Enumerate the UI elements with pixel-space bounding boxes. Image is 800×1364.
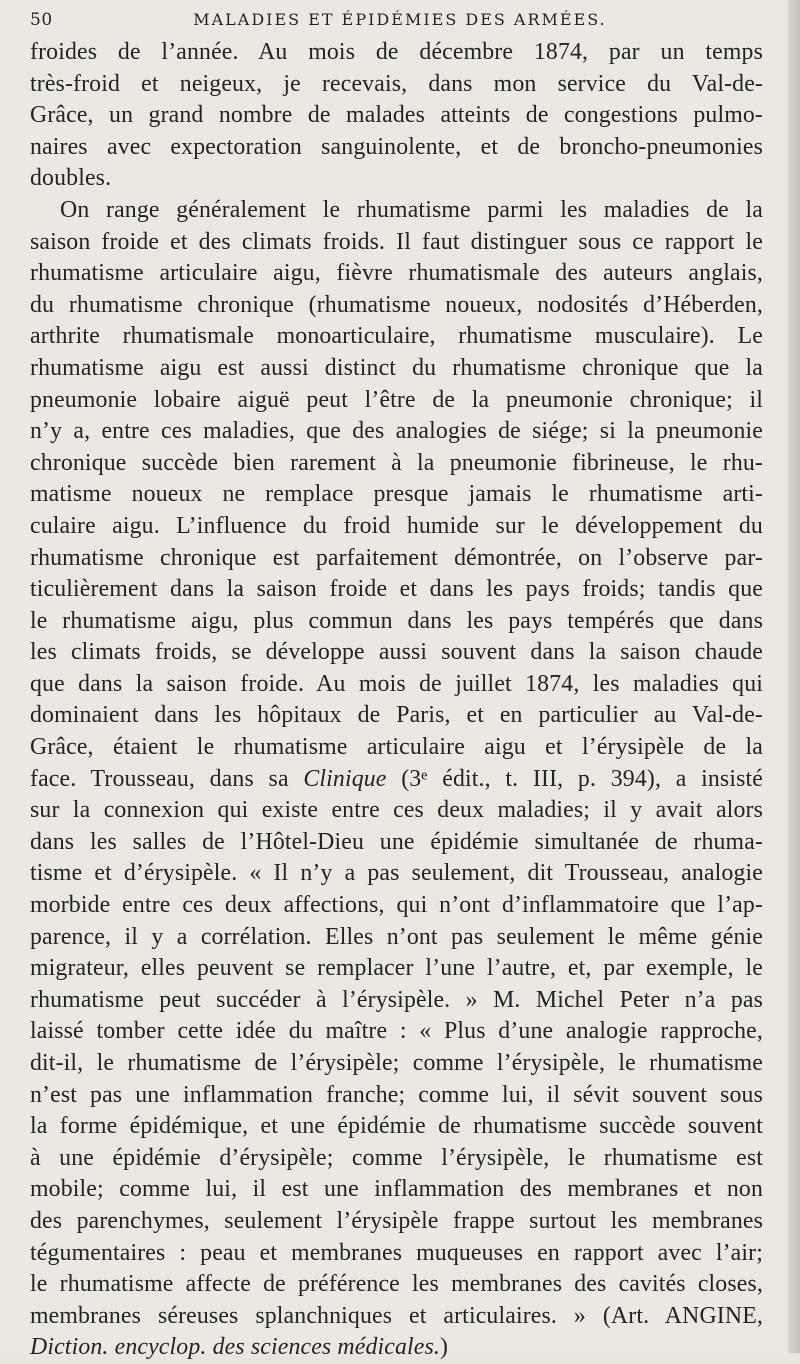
text-line: migrateur, elles peuvent se remplacer l’une l’autre, et, par exemple, le [30,955,763,982]
text-line: naires avec expectoration sanguinolente, et de broncho-pneumonies [30,133,763,160]
text-line: le rhumatisme aigu, plus commun dans les pays tempérés que dans [30,607,763,634]
text-line: saison froide et des climats froids. Il faut distinguer sous ce rapport le [30,228,763,255]
text-line: à une épidémie d’érysipèle; comme l’érysipèle, le rhumatisme est [30,1144,763,1171]
text-line: les climats froids, se développe aussi souvent dans la saison chaude [30,639,763,666]
text-line: sur la connexion qui existe entre ces deux maladies; il y avait alors [30,797,763,824]
text-line: tisme et d’érysipèle. « Il n’y a pas seulement, dit Trousseau, analogie [30,860,763,887]
text-line: rhumatisme articulaire aigu, fièvre rhumatismale des auteurs anglais, [30,260,763,287]
text-line: le rhumatisme affecte de préférence les membranes des cavités closes, [30,1271,763,1298]
paragraph [30,37,763,195]
paragraph [30,195,763,1364]
text-line: Diction. encyclop. des sciences médicales.) [30,1334,449,1361]
text-line: On range généralement le rhumatisme parmi les maladies de la [60,196,763,223]
text-line: la forme épidémique, et une épidémie de rhumatisme succède souvent [30,1113,763,1140]
text-line: chronique succède bien rarement à la pneumonie fibrineuse, le rhu- [30,449,763,476]
text-line: face. Trousseau, dans sa Clinique (3ᵉ édit., t. III, p. 394), a insisté [30,765,763,792]
text-line: Grâce, étaient le rhumatisme articulaire aigu et l’érysipèle de la [30,734,763,761]
text-line: membranes séreuses splanchniques et articulaires. » (Art. ANGINE, [30,1302,763,1329]
text-line: n’y a, entre ces maladies, que des analogies de siége; si la pneumonie [30,418,763,445]
text-line: parence, il y a corrélation. Elles n’ont pas seulement le même génie [30,923,763,950]
text-line: du rhumatisme chronique (rhumatisme noueux, nodosités d’Héberden, [30,291,763,318]
text-line: laissé tomber cette idée du maître : « Plus d’une analogie rapproche, [30,1018,763,1045]
text-line: Grâce, un grand nombre de malades atteints de congestions pulmo- [30,102,763,129]
page-number: 50 [30,10,53,30]
text-line: culaire aigu. L’influence du froid humide sur le développement du [30,512,763,539]
text-line: très-froid et neigeux, je recevais, dans mon service du Val-de- [30,70,763,97]
text-line: dans les salles de l’Hôtel-Dieu une épidémie simultanée de rhuma- [30,828,763,855]
text-line: matisme noueux ne remplace presque jamais le rhumatisme arti- [30,481,763,508]
text-line: rhumatisme aigu est aussi distinct du rhumatisme chronique que la [30,354,763,381]
text-line: n’est pas une inflammation franche; comme lui, il sévit souvent sous [30,1081,763,1108]
text-line: doubles. [30,165,112,192]
page-header [30,10,770,38]
text-line: pneumonie lobaire aiguë peut l’être de la pneumonie chronique; il [30,386,763,413]
text-line: dit-il, le rhumatisme de l’érysipèle; comme l’érysipèle, le rhumatisme [30,1050,763,1076]
text-line: ticulièrement dans la saison froide et dans les pays froids; tandis que [30,576,763,603]
text-line: tégumentaires : peau et membranes muqueuses en rapport avec l’air; [30,1239,763,1266]
text-line: rhumatisme chronique est parfaitement démontrée, on l’observe par- [30,544,763,571]
page-edge [788,0,800,1353]
body-text [30,37,763,1364]
running-title: MALADIES ET ÉPIDÉMIES DES ARMÉES. [193,10,607,29]
text-line: que dans la saison froide. Au mois de juillet 1874, les maladies qui [30,670,763,697]
text-line: arthrite rhumatismale monoarticulaire, rhumatisme musculaire). Le [30,323,763,350]
text-line: morbide entre ces deux affections, qui n’ont d’inflammatoire que l’ap- [30,892,763,919]
text-line: dominaient dans les hôpitaux de Paris, et en particulier au Val-de- [30,702,763,729]
text-line: rhumatisme peut succéder à l’érysipèle. » M. Michel Peter n’a pas [30,986,763,1013]
text-line: froides de l’année. Au mois de décembre 1874, par un temps [30,39,763,65]
text-line: des parenchymes, seulement l’érysipèle frappe surtout les membranes [30,1207,763,1234]
text-line: mobile; comme lui, il est une inflammation des membranes et non [30,1176,763,1203]
